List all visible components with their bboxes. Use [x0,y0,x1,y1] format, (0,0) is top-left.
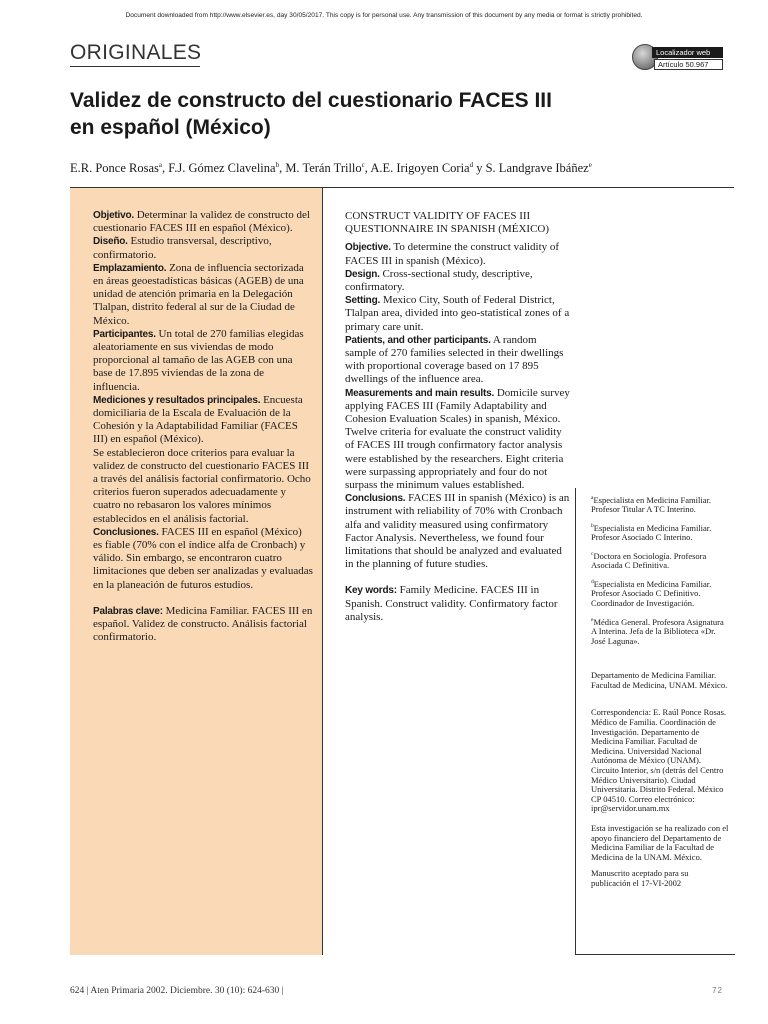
affiliation [591,550,729,571]
text: Un total de 270 familias elegidas aleatoriamente en sus viviendas de modo proporcional al tamaño de las AGEB con una base de 17.895 viviendas de la zona de influencia. [93,327,304,393]
affiliation-text: Especialista en Medicina Familiar. Profesor Titular A TC Interino. [591,494,712,515]
sidebar-rule-vertical [575,488,576,955]
label: Setting. [345,295,381,307]
affiliation-text: Doctora en Sociología. Profesora Asociada C Definitiva. [591,550,707,571]
label: Design. [345,268,380,280]
label: Participantes. [93,328,156,340]
text: Zona de influencia sectorizada en áreas geoestadísticas básicas (AGEB) de una unidad de atención primaria en la Delegación Tlalpan, distrito federal al sur de la Ciudad de México. [93,261,304,327]
funding-note: Esta investigación se ha realizado con el apoyo financiero del Departamento de Medicina Familiar de la Facultad de Medicina de la UNAM. México. [591,822,729,862]
text: Medicina Familiar. FACES III en español. Validez de constructo. Análisis factorial confirmatorio. [93,604,313,644]
text: Family Medicine. FACES III in Spanish. Construct validity. Confirmatory factor analysis. [345,584,558,623]
label: Patients, and other participants. [345,334,491,346]
affiliation [591,578,729,609]
author-sep: y [473,161,486,176]
abstract-objective [345,241,570,267]
abstract-english [345,210,570,624]
author-mark: e [588,161,592,169]
abstract-keywords [345,584,570,624]
affiliation-mark: e [591,616,594,623]
author: S. Landgrave Ibáñez [485,161,589,176]
text: A random sample of 270 families selected in their dwellings with proportional coverage based on 17 895 dwellings of the influence area. [345,333,564,386]
label: Conclusions. [345,493,406,505]
abstract-objetivo [93,209,313,235]
text: Cross-sectional study, descriptive, confirmatory. [345,267,533,294]
affiliation [591,616,729,647]
author: M. Terán Trillo [285,161,362,176]
label: Mediciones y resultados principales. [93,394,261,406]
text: FACES III in spanish (México) is an instrument with reliability of 70% with Cronbach alfa and validity measured using confirmatory Factor Analysis. Nevertheless, we found four limitations that should be analyzed and evaluated in the planning of future studies. [345,492,570,571]
title-line-2: en español (México) [70,116,271,139]
affiliation-text: Especialista en Medicina Familiar. Profesor Asociado C Definitivo. Coordinador de Investigación. [591,578,712,609]
abstract-palabras-clave [93,605,313,645]
download-notice: Document downloaded from http://www.elsevier.es, day 30/05/2017. This copy is for personal use. Any transmission of this document by any media or format is strictly prohibited. [125,12,643,19]
abstract-measurements [345,387,570,427]
department: Departamento de Medicina Familiar. Facultad de Medicina, UNAM. México. [591,670,728,690]
label: Diseño. [93,236,128,248]
affiliation [591,494,729,515]
label: Objective. [345,242,391,254]
abstract-diseno [93,235,313,261]
section-divider [70,66,200,67]
abstract-conclusions [345,492,570,571]
section-heading: ORIGINALES [70,41,202,64]
text: Encuesta domiciliaria de la Escala de Evaluación de la Cohesión y la Adaptabilidad Familiar (FACES III) en español (México). [93,393,303,446]
author-mark: a [158,161,162,169]
abstract-design [345,268,570,294]
author-sep: , [364,161,371,176]
affiliation-mark: c [591,551,594,558]
abstract-patients [345,334,570,387]
author-sep: , [162,161,169,176]
text: Estudio transversal, descriptivo, confirmatorio. [93,235,272,261]
label: Emplazamiento. [93,262,167,274]
text: Determinar la validez de constructo del cuestionario FACES III en español (México). [93,209,310,235]
label: Palabras clave: [93,605,163,617]
article-title [70,87,710,141]
author-sep: , [279,161,286,176]
affiliation-mark: d [591,579,594,586]
abstract-participantes [93,328,313,394]
author-mark: b [275,161,280,169]
text: Mexico City, South of Federal District, Tlalpan area, divided into geo-statistical zones of a primary care unit. [345,294,570,333]
author-mark: d [469,161,474,169]
label: Measurements and main results. [345,387,495,399]
affiliations-sidebar [591,494,729,896]
author: A.E. Irigoyen Coria [370,161,470,176]
badge-title: Localizador web [652,47,723,58]
abstract-conclusiones [93,526,313,592]
text: FACES III en español (México) es fiable (70% con el índice alfa de Cronbach) y válido. Sin embargo, se encontraron cuatro limitaciones que deben ser analizadas y evaluadas en la planeación de futuros estudios. [93,525,313,591]
label: Objetivo. [93,210,134,221]
abstract-criterios: Se establecieron doce criterios para evaluar la validez de constructo del cuestionario FACES III a través del análisis factorial confirmatorio. Ocho criterios fueron superados adecuadamente y cuatro no rebasaron los valores mínimos establecidos en el análisis factorial. [93,446,311,525]
correspondence: Correspondencia: E. Raúl Ponce Rosas. Médico de Familia. Coordinación de Investigación. Departamento de Medicina Familiar. Facultad de Medicina. Universidad Nacional Autónoma de México (UNAM). Circuito Interior, s/n (detrás del Centro Médico Universitario). Ciudad Universitaria. Distrito Federal. México CP 04510. Correo electrónico: ipr@servidor.unam.mx [591,707,727,814]
affiliation-mark: b [591,523,594,530]
accepted-note: Manuscrito aceptado para su publicación el 17-VI-2002 [591,868,689,888]
web-locator-badge [632,44,724,72]
affiliation [591,522,729,543]
abstract-spanish [93,209,313,645]
abstract-mediciones [93,394,313,447]
affiliation-text: Especialista en Medicina Familiar. Profesor Asociado C Interino. [591,522,712,543]
label: Key words: [345,585,397,597]
footer-citation: 624 | Aten Primaria 2002. Diciembre. 30 (10): 624-630 | [70,986,284,996]
sidebar-rule-horizontal [575,954,735,955]
page-code: 72 [712,986,723,995]
badge-article-number: Artículo 50.967 [654,59,723,70]
abstract-setting [345,294,570,334]
affiliation-mark: a [591,495,594,501]
affiliation-text: Médica General. Profesora Asignatura A Interina. Jefa de la Biblioteca «Dr. José Laguna». [591,616,724,646]
label: Conclusiones. [93,526,159,538]
author-mark: c [361,161,365,169]
abstract-spanish-panel [70,188,323,955]
text: Domicile survey applying FACES III (Family Adaptability and Cohesion Evaluation Scales) in spanish, México. [345,386,570,426]
author: F.J. Gómez Clavelina [168,161,276,176]
author: E.R. Ponce Rosas [70,161,159,176]
title-line-1: Validez de constructo del cuestionario FACES III [70,89,552,112]
abstract-criteria: Twelve criteria for evaluate the construct validity of FACES III trough confirmatory factor analysis were established by the researchers. Eight criteria were surpassing appropriately and four do not surpass the minimum values established. [345,426,564,492]
text: To determine the construct validity of FACES III in spanish (México). [345,241,560,267]
author-list [70,161,730,176]
abstract-emplazamiento [93,262,313,328]
abstract-english-title: CONSTRUCT VALIDITY OF FACES III QUESTIONNAIRE IN SPANISH (MÉXICO) [345,210,550,236]
